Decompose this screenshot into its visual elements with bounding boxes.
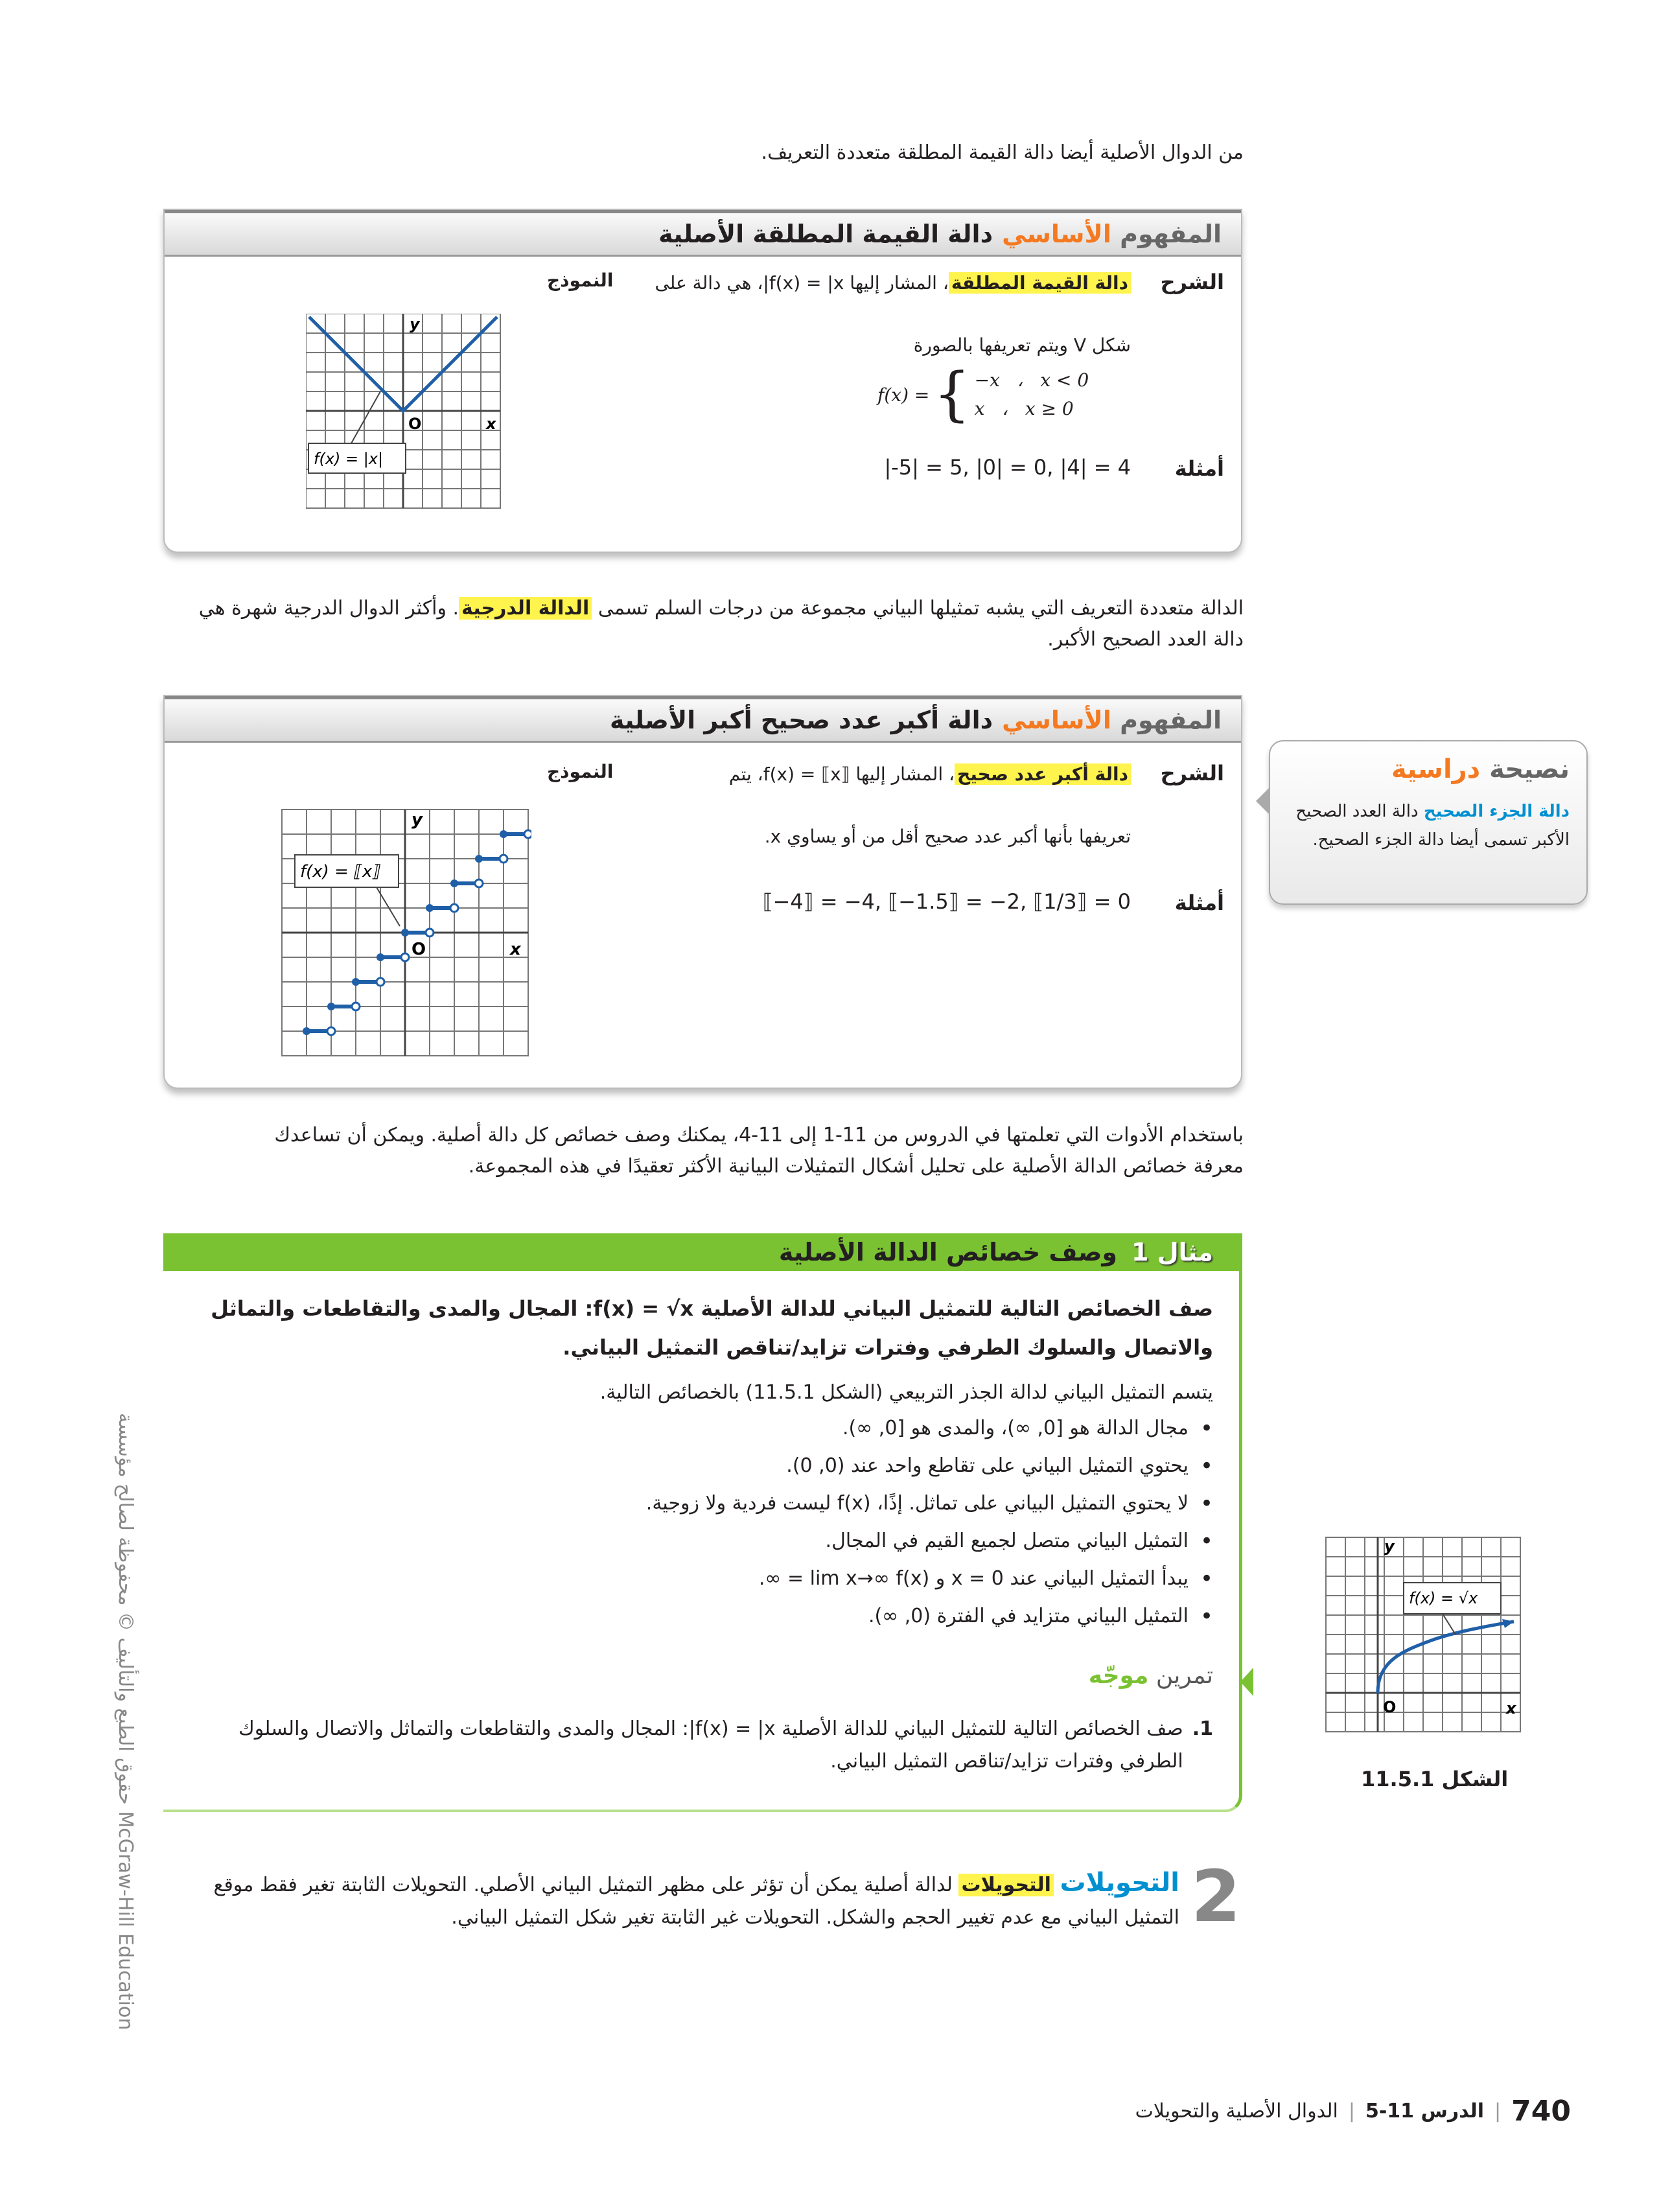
bullet-item: • التمثيل البياني متصل لجميع القيم في المجال. — [371, 1522, 1213, 1560]
piecewise-formula: f(x) = { −x ، x < 0 x ، x ≥ 0 — [877, 360, 1089, 428]
closed-point — [475, 855, 483, 863]
paragraph-text: . وأكثر الدوال الدرجية شهرة هي دالة العدد الصحيح الأكبر. — [198, 597, 1244, 651]
x-axis-label: x — [510, 940, 521, 959]
lesson-label: الدرس 11-5 — [1365, 2100, 1485, 2123]
bullet-item: • يحتوي التمثيل البياني على تقاطع واحد عند (0, 0). — [371, 1447, 1213, 1485]
graph-label: f(x) = √x — [1409, 1589, 1478, 1607]
bullet-item: • مجال الدالة هو [0, ∞)، والمدى هو [0, ∞). — [371, 1410, 1213, 1447]
key-concept-label: المفهوم — [1120, 706, 1222, 734]
definition-text: ، المشار إليها f(x) = |x|، هي دالة على — [655, 272, 949, 294]
section-number: 2 — [1191, 1855, 1241, 1938]
model-label: النموذج — [547, 761, 614, 782]
study-tip-title — [1391, 754, 1570, 784]
open-point — [377, 978, 384, 986]
x-axis-label: x — [486, 415, 496, 433]
key-concept-header — [165, 696, 1241, 743]
exercise-text: صف الخصائص التالية للتمثيل البياني للدالة الأصلية f(x) = |x|: المجال والمدى والتقاطعات والتماثل والاتصال والسلوك الطرفي وفترات تزايد/تناقص التمثيل البياني. — [238, 1717, 1183, 1773]
closed-point — [352, 978, 360, 986]
closed-point — [327, 1003, 335, 1010]
term-highlight: دالة القيمة المطلقة — [949, 272, 1131, 294]
y-axis-label: y — [1384, 1537, 1395, 1555]
bullet-list — [371, 1410, 1213, 1635]
example-title: وصف خصائص الدالة الأصلية — [778, 1238, 1118, 1266]
key-concept-label-accent: الأساسي — [1002, 220, 1111, 248]
guided-b: موجّه — [1088, 1662, 1149, 1689]
definition — [651, 268, 1131, 298]
exercise-1 — [228, 1713, 1213, 1778]
open-point — [426, 929, 434, 937]
open-point — [475, 879, 483, 887]
closed-point — [500, 830, 507, 838]
explain-label: الشرح — [1160, 761, 1224, 786]
example-label: مثال 1 — [1131, 1238, 1213, 1266]
tools-paragraph: باستخدام الأدوات التي تعلمتها في الدروس من 11-1 إلى 11-4، يمكنك وصف خصائص كل دالة أصلية. ويمكن أن تساعدك معرفة خصائص الدالة الأصلية على تحليل أشكال التمثيلات البيانية الأكثر تعقيدًا في هذه المجموعة. — [274, 1124, 1244, 1178]
transformations-paragraph — [181, 1867, 1179, 1934]
key-concept-header — [165, 210, 1241, 257]
key-concept-title: دالة القيمة المطلقة الأصلية — [658, 220, 993, 248]
open-point — [327, 1027, 335, 1035]
key-concept-label-accent: الأساسي — [1002, 706, 1111, 734]
term-highlight: دالة أكبر عدد صحيح — [955, 763, 1131, 785]
definition-text: ، المشار إليها f(x) = ⟦x⟧، يتم — [728, 763, 955, 785]
section-text: لدالة أصلية يمكن أن تؤثر على مظهر التمثيل البياني الأصلي. التحويلات الثابتة تغير فقط موقع التمثيل البياني مع عدم تغيير الحجم والشكل. التحويلات غير الثابتة تغير شكل التمثيل البياني. — [213, 1874, 1179, 1929]
examples: ⟦−4⟧ = −4, ⟦−1.5⟧ = −2, ⟦1/3⟧ = 0 — [762, 889, 1131, 914]
tip-body: دالة العدد الصحيح الأكبر تسمى أيضا دالة الجزء الصحيح. — [1295, 802, 1570, 850]
key-concept-absolute-value — [163, 209, 1242, 553]
graph-label: f(x) = |x| — [314, 450, 384, 468]
key-concept-title: دالة أكبر عدد صحيح أكبر الأصلية — [610, 706, 993, 734]
section-heading: التحويلات — [1060, 1868, 1179, 1898]
bullet-item: • لا يحتوي التمثيل البياني على تماثل. إذًا، f(x) ليست فردية ولا زوجية. — [371, 1485, 1213, 1522]
study-tip — [1269, 740, 1588, 905]
piece-1: −x ، x < 0 — [974, 369, 1089, 391]
open-point — [524, 830, 531, 838]
definition — [651, 760, 1131, 789]
open-point — [352, 1003, 360, 1010]
sqrt-curve — [1378, 1622, 1514, 1693]
definition-text-2: شكل V ويتم تعريفها بالصورة — [913, 334, 1131, 356]
bullet-item: • التمثيل البياني متزايد في الفترة (0, ∞). — [371, 1598, 1213, 1635]
exercise-number: 1. — [1192, 1717, 1213, 1740]
term-highlight: التحويلات — [958, 1874, 1053, 1896]
origin-label: O — [412, 940, 426, 959]
page-footer: 740 | الدرس 11-5 | الدوال الأصلية والتحويلات — [1135, 2095, 1571, 2128]
x-axis-label: x — [1506, 1699, 1516, 1717]
tip-title-a: نصيحة — [1489, 754, 1570, 784]
example-header — [163, 1233, 1239, 1271]
y-axis-label: y — [410, 315, 420, 333]
guided-a: تمرين — [1155, 1662, 1213, 1689]
guided-practice-heading — [1089, 1662, 1213, 1689]
greatest-integer-graph — [279, 806, 531, 1059]
open-point — [450, 904, 458, 912]
piecewise-lhs: f(x) = — [877, 384, 930, 406]
closed-point — [377, 953, 384, 961]
open-point — [500, 855, 507, 863]
copyright-sidebar: حقوق الطبع والتأليف © محفوظة لصالح مؤسسة McGraw-Hill Education — [114, 1413, 137, 2031]
key-concept-label: المفهوم — [1120, 220, 1222, 248]
examples-label: أمثلة — [1174, 456, 1224, 481]
y-axis-label: y — [412, 810, 423, 830]
closed-point — [426, 904, 434, 912]
piece-2: x ، x ≥ 0 — [974, 398, 1074, 419]
grid — [1326, 1537, 1520, 1732]
bullet-item: • يبدأ التمثيل البياني عند x = 0 و lim x→∞ f(x) = ∞. — [371, 1560, 1213, 1598]
tip-title-b: دراسية — [1391, 754, 1481, 784]
definition-text-2: تعريفها بأنها أكبر عدد صحيح أقل من أو يساوي x. — [764, 826, 1131, 847]
example-1 — [163, 1233, 1242, 1812]
examples: |-5| = 5, |0| = 0, |4| = 4 — [884, 455, 1131, 480]
study-tip-text — [1284, 797, 1570, 854]
figure-caption: الشكل 11.5.1 — [1361, 1767, 1509, 1791]
page-number: 740 — [1511, 2095, 1571, 2128]
example-lead: يتسم التمثيل البياني لدالة الجذر التربيعي (الشكل 11.5.1) بالخصائص التالية. — [599, 1381, 1213, 1404]
absolute-value-graph — [306, 314, 507, 515]
closed-point — [401, 929, 409, 937]
closed-point — [303, 1027, 310, 1035]
square-root-graph — [1322, 1533, 1529, 1741]
closed-point — [450, 879, 458, 887]
model-label: النموذج — [547, 270, 614, 291]
intro-text: من الدوال الأصلية أيضا دالة القيمة المطلقة متعددة التعريف. — [761, 141, 1244, 164]
example-prompt: صف الخصائص التالية للتمثيل البياني للدالة الأصلية f(x) = √x: المجال والمدى والتقاطعات والتماثل والاتصال والسلوك الطرفي وفترات تزايد/تناقص التمثيل البياني. — [211, 1296, 1213, 1360]
explain-label: الشرح — [1160, 270, 1224, 294]
examples-label: أمثلة — [1174, 891, 1224, 915]
step-function-paragraph — [168, 593, 1244, 655]
origin-label: O — [1383, 1698, 1397, 1716]
open-point — [401, 953, 409, 961]
paragraph-text: الدالة متعددة التعريف التي يشبه تمثيلها البياني مجموعة من درجات السلم تسمى — [592, 597, 1244, 620]
lesson-title: الدوال الأصلية والتحويلات — [1135, 2100, 1338, 2123]
term-highlight: الدالة الدرجية — [459, 597, 592, 620]
origin-label: O — [408, 415, 422, 433]
tip-term: دالة الجزء الصحيح — [1423, 802, 1570, 821]
graph-label: f(x) = ⟦x⟧ — [300, 862, 381, 881]
key-concept-greatest-integer — [163, 695, 1242, 1089]
